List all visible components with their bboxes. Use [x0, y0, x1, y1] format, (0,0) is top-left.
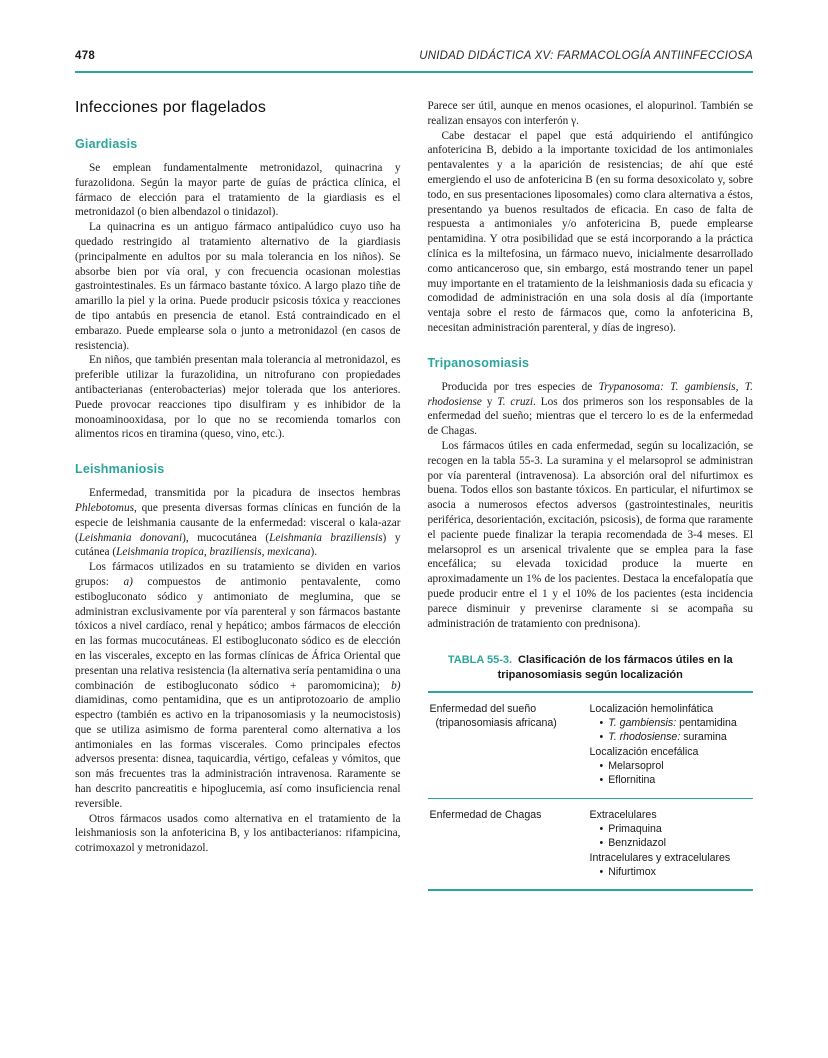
drug-bullet [590, 865, 754, 879]
header-rule [75, 71, 753, 73]
leishmaniosis-continued-paragraphs [428, 99, 754, 336]
drug-text [608, 716, 737, 730]
tripanosomiasis-paragraphs [428, 380, 754, 632]
paragraph [75, 161, 401, 220]
running-header: UNIDAD DIDÁCTICA XV: FARMACOLOGÍA ANTIINFECCIOSA [419, 50, 753, 62]
drug-text [608, 759, 663, 773]
page-header [75, 50, 753, 62]
section-heading-tripanosomiasis: Tripanosomiasis [427, 355, 530, 370]
article-title: Infecciones por flagelados [75, 99, 267, 116]
localization-label: Intracelulares y extracelulares [589, 851, 731, 864]
paragraph [428, 129, 754, 336]
text-run: suramina [680, 731, 727, 744]
disease-line: Enfermedad de Chagas [429, 808, 542, 821]
paragraph [428, 439, 754, 631]
text-run: Benznidazol [608, 837, 666, 850]
table-cell-disease [430, 702, 590, 788]
paragraph [75, 486, 401, 560]
giardiasis-paragraphs [75, 161, 401, 442]
text-run: compuestos de antimonio pentavalente, como estibogluconato sódico y antimoniato de meglumina, que se administran exclusivamente por vía parenteral y son fármacos bastante tóxicos a nivel cardíaco, renal y hepático; ambos fármacos de elección en las formas mucocutáneas. El estibogluconato sódico es de elección en las viscerales, excepto en las formas clínicas de África Oriental que presentan una relativa resistencia (la alternativa sería pentamidina o una combinación de estibogluconato sódico + paromomicina); [75, 575, 401, 692]
text-run: Melarsoprol [608, 760, 664, 773]
text-run: Los fármacos útiles en cada enfermedad, según su localización, se recogen en la tabla 55-3. La suramina y el melarsoprol se administran por vía parenteral (intravenosa). La absorción oral del nifurtimox es buena. Todos ellos son bastante tóxicos. En particular, el nifurtimox se asocia a numerosos efectos adversos (gastrointestinales, neuritis periférica, desorientación, excitación, psicosis), de forma que raramente el paciente puede finalizar la terapia recomendada de 3-4 meses. El melarsoprol es un arsenical trivalente que se emplea para la fase encefálica; su elevada toxicidad produce la muerte en aproximadamente un 1% de los pacientes. Destaca la encefalopatía que puede producir entre el 1 y el 10% de los pacientes (esta incidencia parece disminuir y prevenirse claramente si se acompaña su administración de tratamiento con prednisona). [427, 439, 753, 630]
text-run: Enfermedad, transmitida por la picadura de insectos hembras [89, 487, 401, 500]
italic-text: Leishmania donovani [78, 531, 183, 544]
drug-bullet [590, 716, 754, 730]
localization-label: Localización encefálica [589, 745, 699, 758]
table-caption [428, 653, 754, 682]
text-run: Los fármacos utilizados en su tratamiento se dividen en varios grupos: [75, 561, 401, 588]
text-run: Nifurtimox [608, 865, 656, 878]
drug-bullet [590, 822, 754, 836]
table-cell-drugs [590, 808, 754, 879]
table-label: TABLA 55-3. [447, 654, 513, 667]
bullet-icon: • [599, 822, 604, 835]
paragraph [428, 380, 754, 439]
italic-text: b) [391, 679, 401, 692]
italic-text: Phlebotomus [75, 501, 134, 514]
text-run: Otros fármacos usados como alternativa en el tratamiento de la leishmaniosis son la anfotericina B, y los antibacterianos: rifampicina, cotrimoxazol y metronidazol. [75, 812, 401, 855]
drug-bullet [590, 759, 754, 773]
italic-text: Leishmania tropica, braziliensis, mexicana [116, 546, 311, 559]
section-heading-leishmaniosis: Leishmaniosis [75, 462, 165, 477]
drug-text [608, 773, 655, 787]
drug-bullet [590, 773, 754, 787]
italic-text: Trypanosoma: T. gambiensis, T. rhodosiense [427, 380, 753, 408]
text-run: La quinacrina es un antiguo fármaco antipalúdico cuyo uso ha quedado restringido al tratamiento alternativo de la giardiasis (principalmente en adultos por su mala tolerancia en los niños). Se absorbe bien por vía oral, y con frecuencia ocasionan molestias gastrointestinales. Es un fármaco bastante tóxico. A largo plazo tiñe de amarillo la piel y la orina. Puede producir psicosis tóxica y reacciones de tipo antabús en presencia de etanol. Está contraindicado en el embarazo. Puede emplearse sola o junto a metronidazol (en casos de resistencia). [75, 221, 401, 352]
text-run: Cabe destacar el papel que está adquiriendo el antifúngico anfotericina B, debido a la importante toxicidad de los antimoniales pentavalentes y a la aparición de resistencias; de ahí que esté emergiendo el uso de anfotericina B (en su forma desoxicolato y, sobre todo, en sus presentaciones liposomales) como clara alternativa a éstos, presentando ya buenos resultados de eficacia. En caso de falta de respuesta a antimoniales y/o anfotericina B, puede emplearse pentamidina. Y otra posibilidad que se está incorporando a la práctica clínica es la miltefosina, un fármaco nuevo, inicialmente desarrollado como anticanceroso que, sin embargo, está mostrando tener un papel muy importante en el tratamiento de la leishmaniosis dada su eficacia y comodidad de administración en una sola dosis al día (importante ventaja sobre el resto de fármacos que, como la anfotericina B, necesitan administración parenteral, y días de ingreso). [427, 129, 753, 334]
paragraph [75, 812, 401, 856]
text-run: Primaquina [608, 822, 662, 835]
drug-text [608, 836, 666, 850]
text-run: Parece ser útil, aunque en menos ocasiones, el alopurinol. También se realizan ensayos con interferón γ. [427, 100, 753, 127]
table-row [428, 798, 754, 889]
table-cell-disease [430, 808, 590, 879]
paragraph [75, 353, 401, 442]
paragraph [75, 220, 401, 353]
text-run: Se emplean fundamentalmente metronidazol, quinacrina y furazolidona. Según la mayor parte de guías de práctica clínica, el fármaco de elección para el tratamiento de la giardiasis es el metronidazol (o bien albendazol o tinidazol). [75, 162, 401, 219]
bullet-icon: • [599, 760, 604, 773]
text-run: ). [310, 546, 318, 559]
bullet-icon: • [599, 774, 604, 787]
text-run: ), mucocutánea ( [182, 531, 270, 544]
text-run: , que presenta diversas formas clínicas en función de la especie de leishmania causante de la enfermedad: visceral o kala-azar ( [75, 501, 401, 544]
text-run: y [481, 395, 498, 408]
italic-text: a) [123, 575, 133, 588]
text-run: diamidinas, como pentamidina, que es un antiprotozoario de amplio espectro (también es activo en la tripanosomiasis y la neumocistosis) que se utiliza asimismo de forma parenteral como alternativa a los antimoniales en las formas viscerales. Como principales efectos adversos presenta: disnea, taquicardia, vértigo, cefaleas y vómitos, que son más frecuentes tras la administración intravenosa. Raramente se han descrito pancreatitis e hipoglucemia, así como insuficiencia renal reversible. [75, 694, 401, 810]
text-run: pentamidina [676, 717, 737, 730]
italic-text: T. gambiensis: [608, 717, 677, 730]
text-run: Eflornitina [608, 774, 656, 787]
italic-text: Leishmania braziliensis [269, 531, 383, 544]
disease-line: (tripanosomiasis africana) [435, 717, 557, 730]
bullet-icon: • [599, 865, 604, 878]
drug-bullet [590, 730, 754, 744]
drug-text [608, 865, 656, 879]
paragraph [75, 560, 401, 812]
table-title: Clasificación de los fármacos útiles en la tripanosomiasis según localización [497, 654, 733, 681]
right-column [428, 99, 754, 891]
page-number: 478 [75, 50, 96, 62]
bullet-icon: • [599, 731, 604, 744]
two-column-layout [75, 99, 753, 891]
drug-text [608, 822, 662, 836]
drug-text [608, 730, 727, 744]
italic-text: T. rhodosiense: [608, 731, 681, 744]
table-cell-drugs [590, 702, 754, 788]
table-55-3 [428, 653, 754, 891]
table-row [428, 693, 754, 798]
localization-label: Extracelulares [589, 808, 657, 821]
italic-text: T. cruzi [497, 395, 534, 408]
localization-label: Localización hemolinfática [589, 702, 714, 715]
text-run: En niños, que también presentan mala tolerancia al metronidazol, es preferible utilizar la furazolidina, un nitrofurano con propiedades antibacterianas (enterobacterias) mejor tolerada que los anteriores. Puede provocar reacciones tipo disulfiram y es inhibidor de la monoaminooxidasa, por lo que no se recomienda tomarlos con alimentos ricos en tiramina (queso, vino, etc.). [75, 354, 401, 441]
section-heading-giardiasis: Giardiasis [75, 137, 138, 151]
bullet-icon: • [599, 837, 604, 850]
text-run: Producida por tres especies de [441, 380, 599, 393]
text-run: ) y cutánea ( [75, 531, 401, 559]
paragraph [428, 99, 754, 129]
leishmaniosis-paragraphs [75, 486, 401, 856]
bullet-icon: • [599, 717, 604, 730]
left-column [75, 99, 401, 891]
table-body [428, 691, 754, 891]
disease-line: Enfermedad del sueño [429, 702, 537, 715]
text-run: . Los dos primeros son los responsables de la enfermedad del sueño; mientras que el tercero lo es de la enfermedad de Chagas. [427, 395, 754, 438]
drug-bullet [590, 836, 754, 850]
